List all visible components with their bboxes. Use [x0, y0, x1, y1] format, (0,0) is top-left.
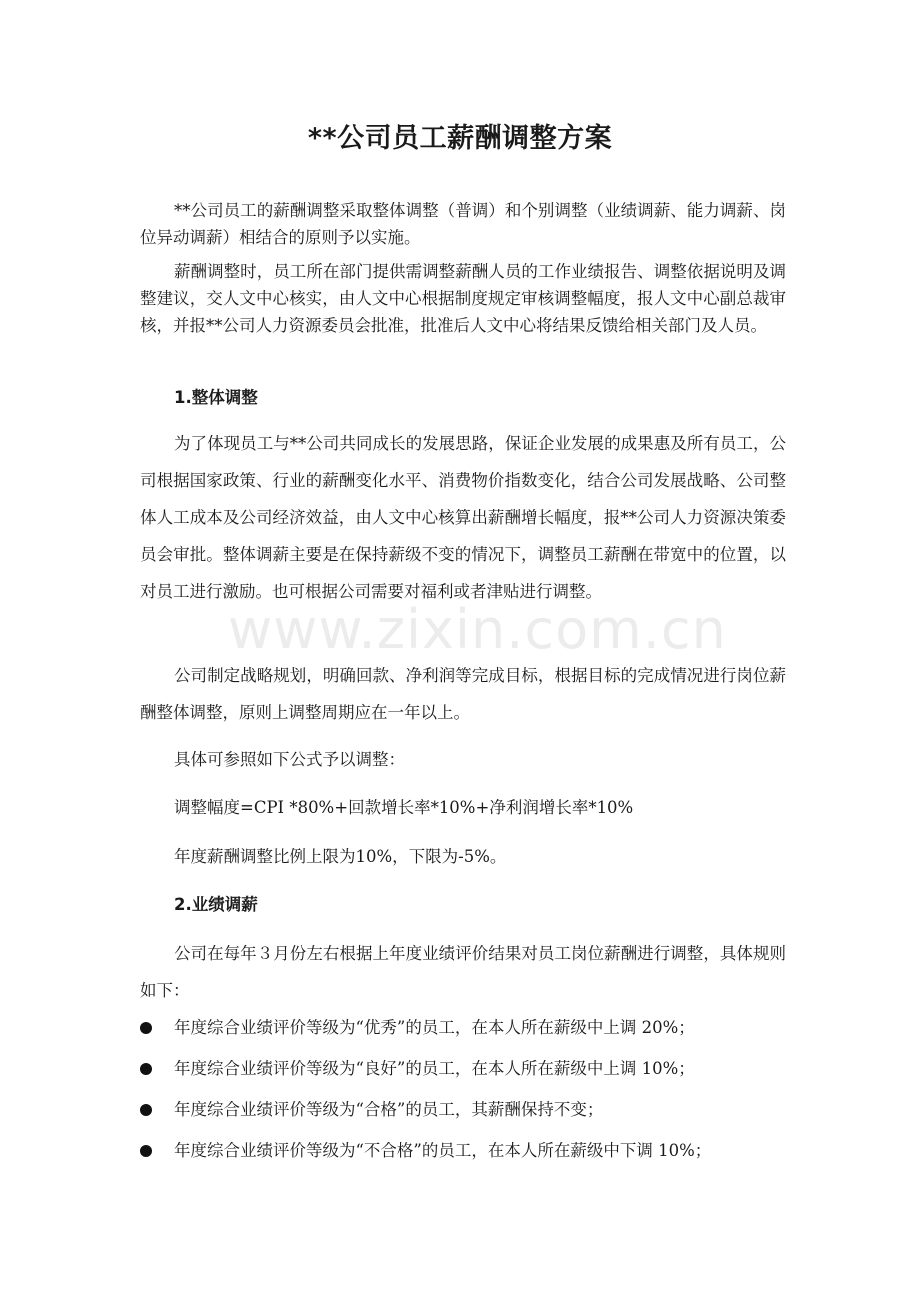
- list-item: [140, 1139, 800, 1180]
- list-item-text: 年度综合业绩评价等级为“不合格”的员工，在本人所在薪级中下调 10%；: [174, 1141, 712, 1160]
- performance-rules-list: [140, 1016, 800, 1180]
- bullet-dot-icon: [140, 1145, 152, 1157]
- formula-intro: 具体可参照如下公式予以调整：: [174, 750, 405, 769]
- section-1-paragraph-2: 公司制定战略规划，明确回款、净利润等完成目标，根据目标的完成情况进行岗位薪酬整体调整，原则上调整周期应在一年以上。: [140, 666, 786, 722]
- bullet-dot-icon: [140, 1022, 152, 1034]
- section-1-heading: 1.整体调整: [174, 388, 258, 407]
- adjustment-limits: 年度薪酬调整比例上限为10%，下限为-5%。: [174, 847, 507, 866]
- section-2-heading: 2.业绩调薪: [174, 895, 258, 914]
- list-item-text: 年度综合业绩评价等级为“优秀”的员工，在本人所在薪级中上调 20%；: [174, 1018, 695, 1037]
- watermark: www.zixin.com.cn: [228, 598, 727, 661]
- bullet-dot-icon: [140, 1104, 152, 1116]
- list-item-text: 年度综合业绩评价等级为“良好”的员工，在本人所在薪级中上调 10%；: [174, 1059, 695, 1078]
- section-2-paragraph-1: 公司在每年３月份左右根据上年度业绩评价结果对员工岗位薪酬进行调整，具体规则如下：: [140, 944, 786, 1000]
- document-title: **公司员工薪酬调整方案: [307, 123, 613, 154]
- list-item: [140, 1016, 800, 1057]
- intro-paragraph-2: 薪酬调整时，员工所在部门提供需调整薪酬人员的工作业绩报告、调整依据说明及调整建议，交人文中心核实，由人文中心根据制度规定审核调整幅度，报人文中心副总裁审核，并报**公司人力资源委员会批准，批准后人文中心将结果反馈给相关部门及人员。: [140, 262, 786, 335]
- list-item: [140, 1098, 800, 1139]
- intro-paragraph-1: **公司员工的薪酬调整采取整体调整（普调）和个别调整（业绩调薪、能力调薪、岗位异动调薪）相结合的原则予以实施。: [140, 201, 786, 247]
- list-item: [140, 1057, 800, 1098]
- formula: 调整幅度=CPI *80%+回款增长率*10%+净利润增长率*10%: [174, 798, 634, 817]
- bullet-dot-icon: [140, 1063, 152, 1075]
- list-item-text: 年度综合业绩评价等级为“合格”的员工，其薪酬保持不变；: [174, 1100, 604, 1119]
- section-1-paragraph-1: 为了体现员工与**公司共同成长的发展思路，保证企业发展的成果惠及所有员工，公司根据国家政策、行业的薪酬变化水平、消费物价指数变化，结合公司发展战略、公司整体人工成本及公司经济效益，由人文中心核算出薪酬增长幅度，报**公司人力资源决策委员会审批。整体调薪主要是在保持薪级不变的情况下，调整员工薪酬在带宽中的位置，以对员工进行激励。也可根据公司需要对福利或者津贴进行调整。: [140, 434, 786, 601]
